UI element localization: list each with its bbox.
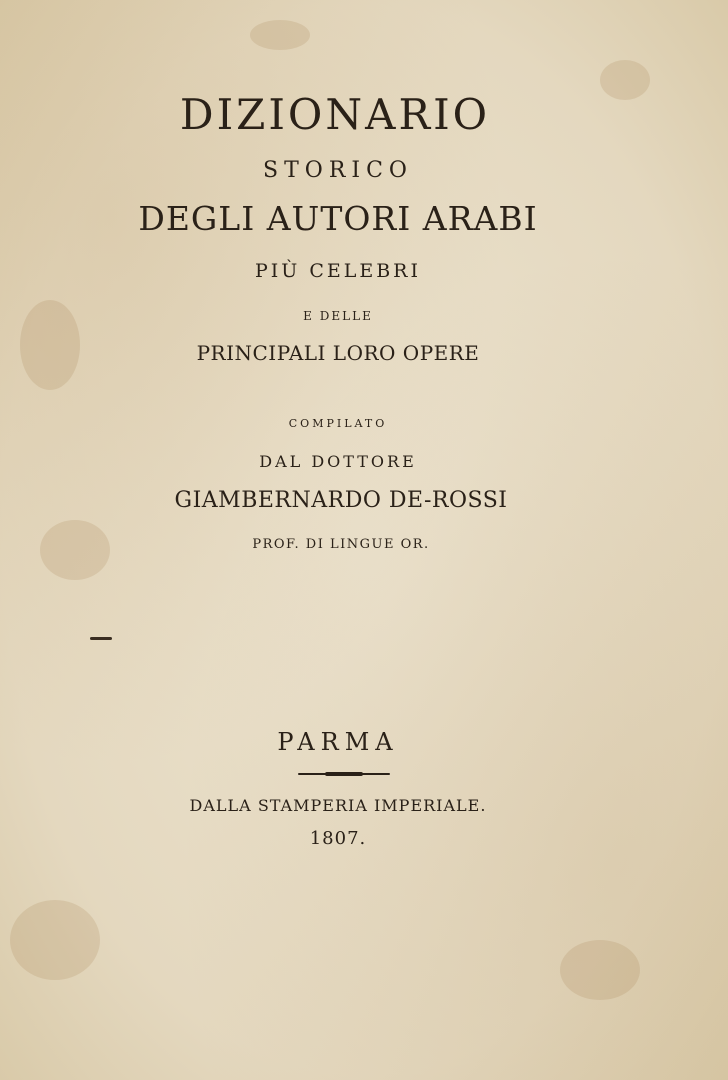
ink-mark (90, 637, 112, 640)
title-line-celebri: PIÙ CELEBRI (254, 260, 421, 282)
book-title: DIZIONARIO (179, 90, 491, 139)
by-doctor-label: DAL DOTTORE (259, 452, 417, 471)
title-line-delle: E DELLE (303, 309, 373, 323)
imprint-rule-center (325, 772, 363, 776)
title-line-opere: PRINCIPALI LORO OPERE (196, 341, 480, 365)
imprint-printer: DALLA STAMPERIA IMPERIALE. (189, 796, 487, 815)
imprint-place: PARMA (277, 728, 399, 756)
title-line-autori: DEGLI AUTORI ARABI (138, 199, 538, 238)
author-role: PROF. DI LINGUE OR. (252, 537, 430, 552)
title-line-storico: STORICO (263, 158, 413, 183)
imprint-year: 1807. (309, 828, 367, 849)
paper-stain (560, 940, 640, 1000)
paper-stain (10, 900, 100, 980)
paper-stain (250, 20, 310, 50)
author-name: GIAMBERNARDO DE-ROSSI (174, 488, 508, 513)
compiled-label: COMPILATO (288, 417, 388, 430)
